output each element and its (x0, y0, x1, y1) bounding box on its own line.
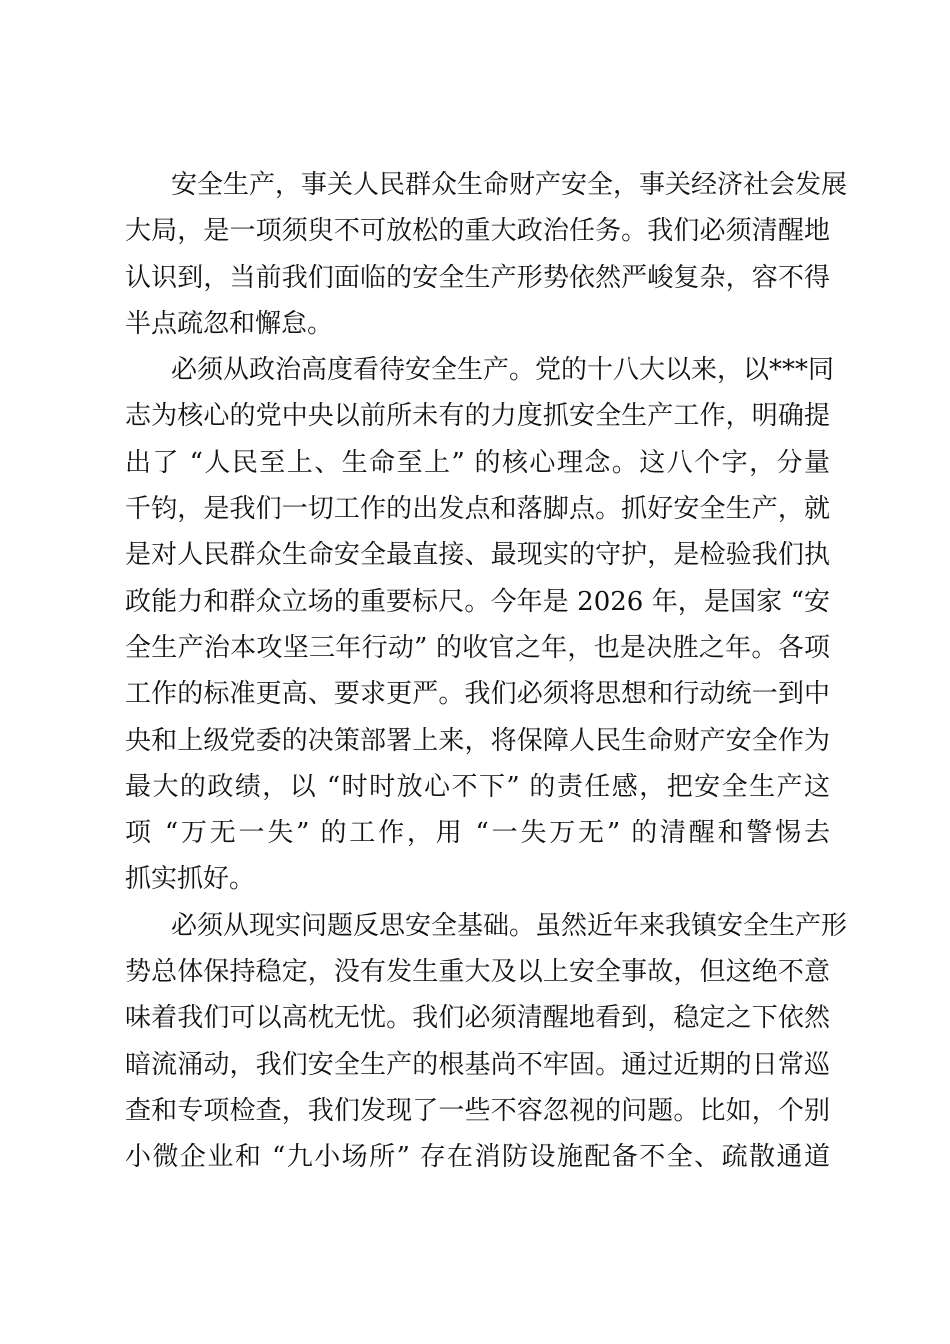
paragraph-2 (125, 347, 835, 903)
document-body (125, 162, 848, 1181)
paragraph-line: 是对人民群众生命安全最直接、最现实的守护，是检验我们执 (125, 540, 830, 571)
paragraph-line: 半点疏忽和懈怠。 (125, 308, 334, 339)
paragraph-line: 查和专项检查，我们发现了一些不容忽视的问题。比如，个别 (125, 1095, 830, 1126)
paragraph-line: 政能力和群众立场的重要标尺。今年是 2026 年，是国家 “安 (125, 586, 830, 617)
paragraph-line: 抓实抓好。 (125, 864, 256, 895)
paragraph-line: 必须从现实问题反思安全基础。虽然近年来我镇安全生产形 (171, 910, 848, 941)
paragraph-line: 小微企业和 “九小场所” 存在消防设施配备不全、疏散通道 (125, 1142, 830, 1173)
paragraph-line: 暗流涌动，我们安全生产的根基尚不牢固。通过近期的日常巡 (125, 1049, 830, 1080)
paragraph-line: 势总体保持稳定，没有发生重大及以上安全事故，但这绝不意 (125, 957, 830, 988)
paragraph-line: 认识到，当前我们面临的安全生产形势依然严峻复杂，容不得 (125, 262, 830, 293)
paragraph-line: 项 “万无一失” 的工作，用 “一失万无” 的清醒和警惕去 (125, 818, 830, 849)
paragraph-line: 大局，是一项须臾不可放松的重大政治任务。我们必须清醒地 (125, 216, 830, 247)
paragraph-line: 味着我们可以高枕无忧。我们必须清醒地看到，稳定之下依然 (125, 1003, 830, 1034)
paragraph-line: 安全生产，事关人民群众生命财产安全，事关经济社会发展 (171, 170, 848, 200)
paragraph-line: 工作的标准更高、要求更严。我们必须将思想和行动统一到中 (125, 679, 830, 710)
paragraph-line: 全生产治本攻坚三年行动” 的收官之年，也是决胜之年。各项 (125, 632, 830, 663)
paragraph-line: 志为核心的党中央以前所未有的力度抓安全生产工作，明确提 (125, 401, 830, 432)
paragraph-line: 最大的政绩，以 “时时放心不下” 的责任感，把安全生产这 (125, 771, 830, 802)
paragraph-line: 千钧，是我们一切工作的出发点和落脚点。抓好安全生产，就 (125, 494, 830, 525)
paragraph-line: 央和上级党委的决策部署上来，将保障人民生命财产安全作为 (125, 725, 830, 756)
paragraph-1 (125, 162, 848, 347)
paragraph-line: 必须从政治高度看待安全生产。党的十八大以来，以***同 (171, 355, 835, 386)
paragraph-line: 出了 “人民至上、生命至上” 的核心理念。这八个字，分量 (125, 447, 830, 478)
paragraph-3 (125, 903, 848, 1181)
